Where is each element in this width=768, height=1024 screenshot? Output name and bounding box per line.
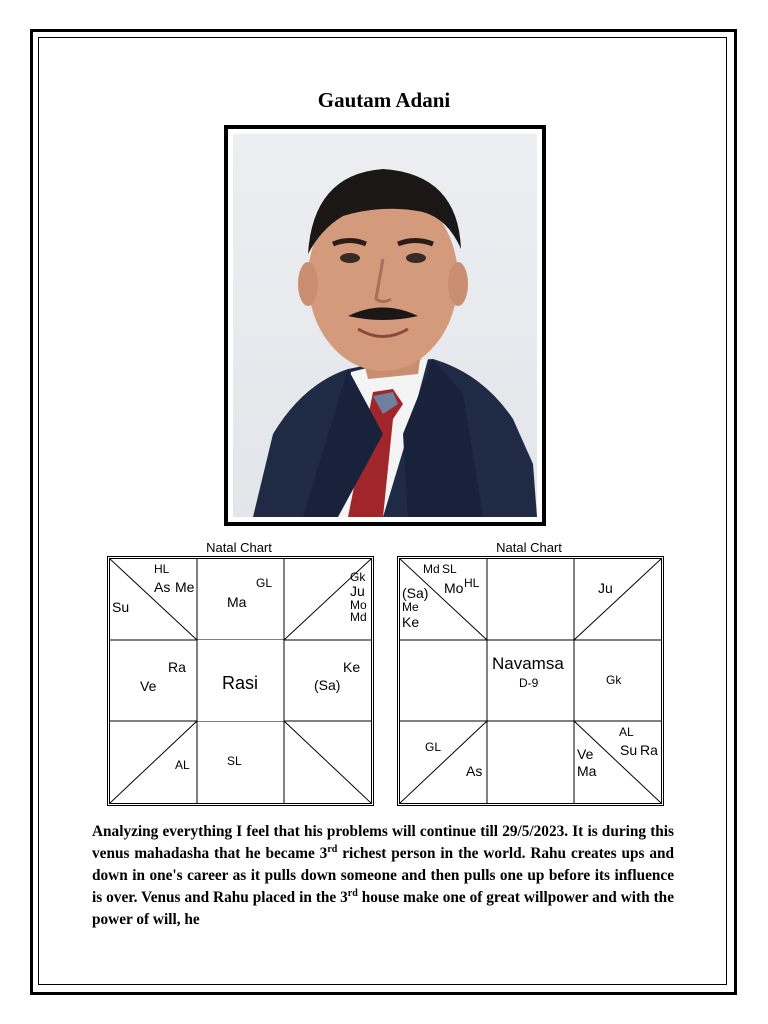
chart-1-planet: Su (112, 599, 130, 615)
chart-1-planet: SL (227, 754, 242, 768)
chart-2-planet: Ve (577, 746, 594, 762)
chart-2-planet: Mo (444, 580, 464, 596)
paragraph-text: richest person in the world. Rahu creates ups and down in one's career as it pulls down someone and then pulls one up before its influence is over. Venus and Rahu placed in the 3 (92, 845, 674, 906)
chart-1-planet: As (154, 579, 171, 595)
chart-2-planet: (Sa) (402, 585, 429, 601)
chart-1-planet: Md (350, 610, 367, 624)
chart-1-planet: Ke (343, 659, 361, 675)
portrait-photo-frame (224, 125, 546, 526)
chart-2-planet: HL (464, 576, 480, 590)
body-paragraph (92, 821, 674, 931)
ordinal-suffix: rd (347, 887, 358, 899)
chart-1-planet: AL (175, 758, 190, 772)
chart-1-rasi (107, 556, 374, 806)
chart-1-planet: HL (154, 562, 170, 576)
chart-2-navamsa (397, 556, 664, 806)
chart-2-planet: As (466, 763, 483, 779)
chart-2-planet: Ma (577, 763, 597, 779)
chart-1-heading: Natal Chart (206, 540, 272, 555)
chart-1-planet: Ma (227, 594, 247, 610)
portrait-photo (233, 134, 537, 517)
chart-2-planet: AL (619, 725, 634, 739)
chart-2-planet: Ra (640, 742, 658, 758)
chart-2-planet: Gk (606, 673, 622, 687)
chart-1-planet: Mo (350, 598, 367, 612)
chart-2-center-sub: D-9 (519, 676, 539, 690)
chart-1-planet: Ju (350, 583, 365, 599)
chart-2-planet: Ju (598, 580, 613, 596)
chart-2-planet: Me (402, 600, 419, 614)
page-title: Gautam Adani (317, 88, 451, 112)
ordinal-suffix: rd (327, 843, 338, 855)
chart-2-planet: GL (425, 740, 442, 754)
chart-1-planet: Me (175, 579, 195, 595)
chart-1-center-label: Rasi (222, 673, 259, 693)
chart-1-planet: Ve (140, 678, 157, 694)
chart-2-center-label: Navamsa (492, 654, 564, 673)
chart-2-planet: Ke (402, 614, 420, 630)
chart-2-heading: Natal Chart (496, 540, 562, 555)
chart-1-planet: (Sa) (314, 677, 341, 693)
chart-1-planet: Gk (350, 570, 366, 584)
chart-1-planet: GL (256, 576, 273, 590)
chart-2-planet: SL (442, 562, 457, 576)
chart-1-planet: Ra (168, 659, 186, 675)
paragraph-text: house make one of great willpower and with the power of will, he (92, 889, 674, 928)
chart-2-planet: Md (423, 562, 440, 576)
chart-2-planet: Su (620, 742, 638, 758)
paragraph-text: Analyzing everything I feel that his problems will continue till 29/5/2023. It is during this venus mahadasha that he became 3 (92, 823, 674, 862)
